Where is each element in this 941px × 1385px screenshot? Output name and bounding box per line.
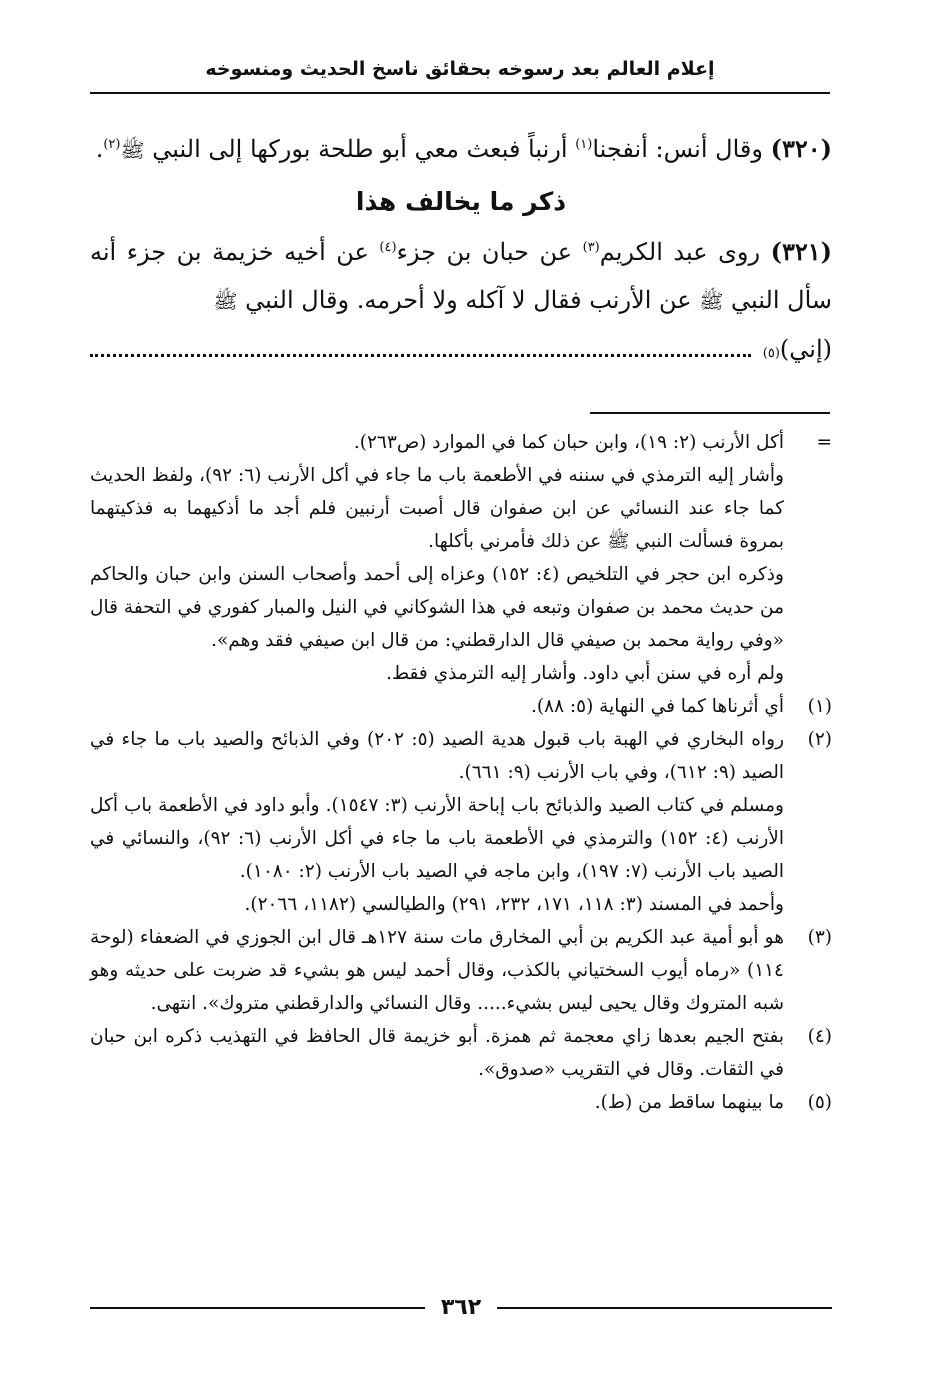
hadith-text: عن أخيه خزيمة بن جزء أنه سأل النبي <box>90 238 832 314</box>
footnote-4 <box>90 1020 832 1086</box>
footnote-mark: (٤) <box>807 1026 832 1047</box>
hadith-number: (٣٢٠) <box>770 134 832 163</box>
footnote-separator <box>590 412 830 414</box>
hadith-text: . <box>95 135 104 163</box>
footnote-text: وأشار إليه الترمذي في سننه في الأطعمة باب ما جاء في أكل الأرنب (٦: ٩٢)، ولفظ الحديث كما جاء عند النسائي عن ابن صفوان قال أصبت أرنبين فلم أجد ما أذكيهما به فذكيتهما بمروة فسألت النبي ﷺ عن ذلك فأمرني بأكلها. <box>90 465 784 552</box>
footnote-text: بفتح الجيم بعدها زاي معجمة ثم همزة. أبو خزيمة قال الحافظ في التهذيب ذكره ابن حبان في الثقات. وقال في التقريب «صدوق». <box>90 1026 784 1080</box>
footnote-text: أكل الأرنب (٢: ١٩)، وابن حبان كما في الموارد (ص٢٦٣). <box>353 432 784 453</box>
hadith-321 <box>90 228 832 325</box>
footnote-1 <box>90 690 832 723</box>
footnote-mark: (٥) <box>807 1092 832 1113</box>
footnote-5 <box>90 1086 832 1119</box>
salutation-glyph: ﷺ <box>213 289 238 313</box>
footnote-ref: (١) <box>575 137 593 152</box>
hadith-text: عن الأرنب فقال لا آكله ولا أحرمه. وقال النبي <box>237 286 700 314</box>
hadith-text: وقال أنس: أنفجنا <box>592 135 763 163</box>
footnote-ref: (٢) <box>103 137 121 152</box>
hadith-320 <box>90 125 832 174</box>
section-heading: ذكر ما يخالف هذا <box>355 187 567 216</box>
footer-rule-left <box>90 1307 425 1309</box>
footnote-mark: = <box>816 432 832 453</box>
footnote-text: وأحمد في المسند (٣: ١١٨، ١٧١، ٢٣٢، ٢٩١) والطيالسي (١١٨٢، ٢٠٦٦). <box>244 894 784 915</box>
footnote-text: أي أثرناها كما في النهاية (٥: ٨٨). <box>531 696 784 717</box>
footnote-text: وذكره ابن حجر في التلخيص (٤: ١٥٢) وعزاه إلى أحمد وأصحاب السنن وابن حبان والحاكم من حديث محمد بن صفوان وتبعه في هذا الشوكاني في النيل والمبار كفوري في التحفة قال «وفي رواية محمد بن صيفي قال الدارقطني: من قال ابن صيفي فقد وهم». <box>90 564 784 651</box>
footnote-text: رواه البخاري في الهبة باب قبول هدية الصيد (٥: ٢٠٢) وفي الذبائح والصيد باب ما جاء في الصيد (٩: ٦١٢)، وفي باب الأرنب (٩: ٦٦١). <box>90 729 784 783</box>
footnote-text: هو أبو أمية عبد الكريم بن أبي المخارق مات سنة ١٢٧هـ قال ابن الجوزي في الضعفاء (لوحة ١١٤) «رماه أيوب السختياني بالكذب، وقال أحمد ليس هو بشيء قد ضربت على حديثه وهو شبه المتروك وقال يحيى ليس بشيء..... وقال النسائي والدارقطني متروك». انتهى. <box>90 927 784 1014</box>
footnote-2 <box>90 723 832 921</box>
salutation-glyph: ﷺ <box>120 138 145 162</box>
running-title: إعلام العالم بعد رسوخه بحقائق ناسخ الحديث ومنسوخه <box>205 58 715 80</box>
hadith-text: أرنباً فبعث معي أبو طلحة بوركها إلى النبي <box>144 135 568 163</box>
footnote-text: ولم أره في سنن أبي داود. وأشار إليه الترمذي فقط. <box>386 663 784 684</box>
page-number: ٣٦٢ <box>440 1295 482 1320</box>
footnote-mark: (١) <box>807 696 832 717</box>
hadith-text: عن حبان بن جزء <box>396 238 573 266</box>
footnote-ref: (٣) <box>582 240 600 255</box>
main-text <box>90 125 832 373</box>
header-rule <box>90 92 830 94</box>
footnote-continuation <box>90 426 832 690</box>
salutation-glyph: ﷺ <box>699 289 724 313</box>
dotted-leader <box>90 354 751 357</box>
footer-rule-right <box>497 1307 832 1309</box>
footnote-ref: (٤) <box>379 240 397 255</box>
hadith-text: (إني) <box>779 335 832 363</box>
footnote-text: ومسلم في كتاب الصيد والذبائح باب إباحة الأرنب (٣: ١٥٤٧). وأبو داود في الأطعمة باب أكل الأرنب (٤: ١٥٢) والترمذي في الأطعمة باب ما جاء في أكل الأرنب (٦: ٩٢)، والنسائي في الصيد باب الأرنب (٧: ١٩٧)، وابن ماجه في الصيد باب الأرنب (٢: ١٠٨٠). <box>90 795 784 882</box>
page-footer <box>90 1295 832 1320</box>
hadith-number: (٣٢١) <box>770 237 832 266</box>
hadith-text: روى عبد الكريم <box>599 238 761 266</box>
footnote-mark: (٣) <box>807 927 832 948</box>
omission-line: (إني) (٥) <box>90 325 832 373</box>
footnote-mark: (٢) <box>807 729 832 750</box>
footnotes <box>90 426 832 1119</box>
footnote-3 <box>90 921 832 1020</box>
footnote-text: ما بينهما ساقط من (ط). <box>594 1092 784 1113</box>
